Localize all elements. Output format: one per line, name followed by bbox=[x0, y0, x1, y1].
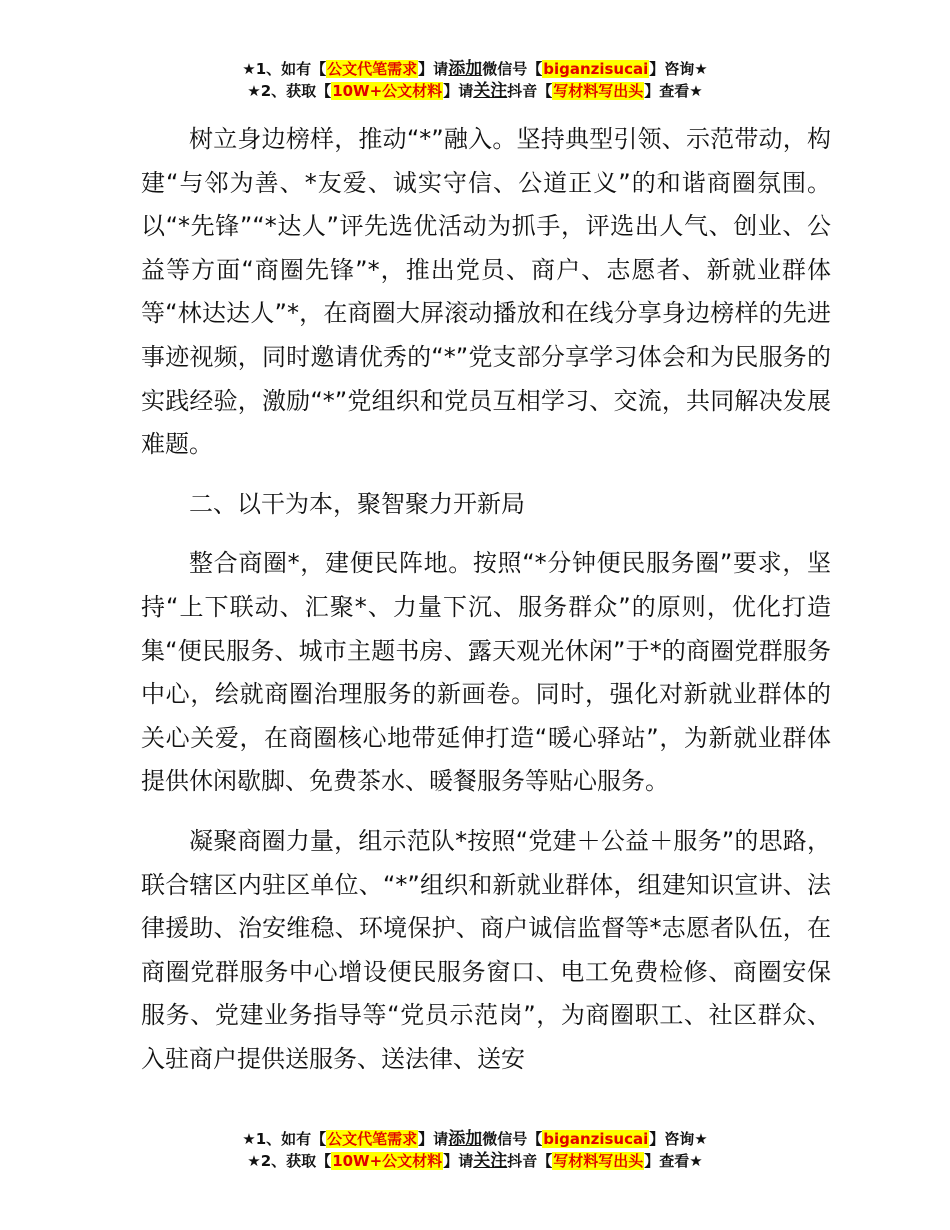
banner-line-2: ★2、获取【10W+公文材料】请关注抖音【写材料写出头】查看★ bbox=[247, 1151, 703, 1171]
section-heading-2: 二、以干为本，聚智聚力开新局 bbox=[189, 489, 525, 518]
banner-line-1: ★1、如有【公文代笔需求】请添加微信号【biganzisucai】咨询★ bbox=[242, 1129, 708, 1149]
highlight-wechat-id: biganzisucai bbox=[543, 1130, 649, 1148]
paragraph-gather-forces: 凝聚商圈力量，组示范队*按照“党建＋公益＋服务”的思路，联合辖区内驻区单位、“*”组织和新就业群体，组建知识宣讲、法律援助、治安维稳、环境保护、商户诚信监督等*志愿者队伍，在商圈党群服务中心增设便民服务窗口、电工免费检修、商圈安保服务、党建业务指导等“党员示范岗”，为商圈职工、社区群众、入驻商户提供送服务、送法律、送安 bbox=[141, 826, 831, 1073]
banner-line-1: ★1、如有【公文代笔需求】请添加微信号【biganzisucai】咨询★ bbox=[242, 59, 708, 79]
header-banner bbox=[0, 58, 950, 102]
paragraph-role-models: 树立身边榜样，推动“*”融入。坚持典型引领、示范带动，构建“与邻为善、*友爱、诚实守信、公道正义”的和谐商圈氛围。以“*先锋”“*达人”评先选优活动为抓手，评选出人气、创业、公益等方面“商圈先锋”*，推出党员、商户、志愿者、新就业群体等“林达达人”*，在商圈大屏滚动播放和在线分享身边榜样的先进事迹视频，同时邀请优秀的“*”党支部分享学习体会和为民服务的实践经验，激励“*”党组织和党员互相学习、交流，共同解决发展难题。 bbox=[141, 125, 831, 459]
paragraph-integrate-resources: 整合商圈*，建便民阵地。按照“*分钟便民服务圈”要求，坚持“上下联动、汇聚*、力量下沉、服务群众”的原则，优化打造集“便民服务、城市主题书房、露天观光休闲”于*的商圈党群服务中心，绘就商圈治理服务的新画卷。同时，强化对新就业群体的关心关爱，在商圈核心地带延伸打造“暖心驿站”，为新就业群体提供休闲歇脚、免费茶水、暖餐服务等贴心服务。 bbox=[141, 549, 831, 796]
highlight-douyin: 写材料写出头 bbox=[553, 1152, 644, 1170]
footer-banner bbox=[0, 1128, 950, 1172]
highlight-materials: 10W+公文材料 bbox=[332, 82, 443, 100]
document-body bbox=[141, 118, 831, 1081]
highlight-wechat-id: biganzisucai bbox=[543, 60, 649, 78]
highlight-service: 公文代笔需求 bbox=[327, 60, 418, 78]
highlight-douyin: 写材料写出头 bbox=[553, 82, 644, 100]
highlight-materials: 10W+公文材料 bbox=[332, 1152, 443, 1170]
banner-line-2: ★2、获取【10W+公文材料】请关注抖音【写材料写出头】查看★ bbox=[247, 81, 703, 101]
highlight-service: 公文代笔需求 bbox=[327, 1130, 418, 1148]
